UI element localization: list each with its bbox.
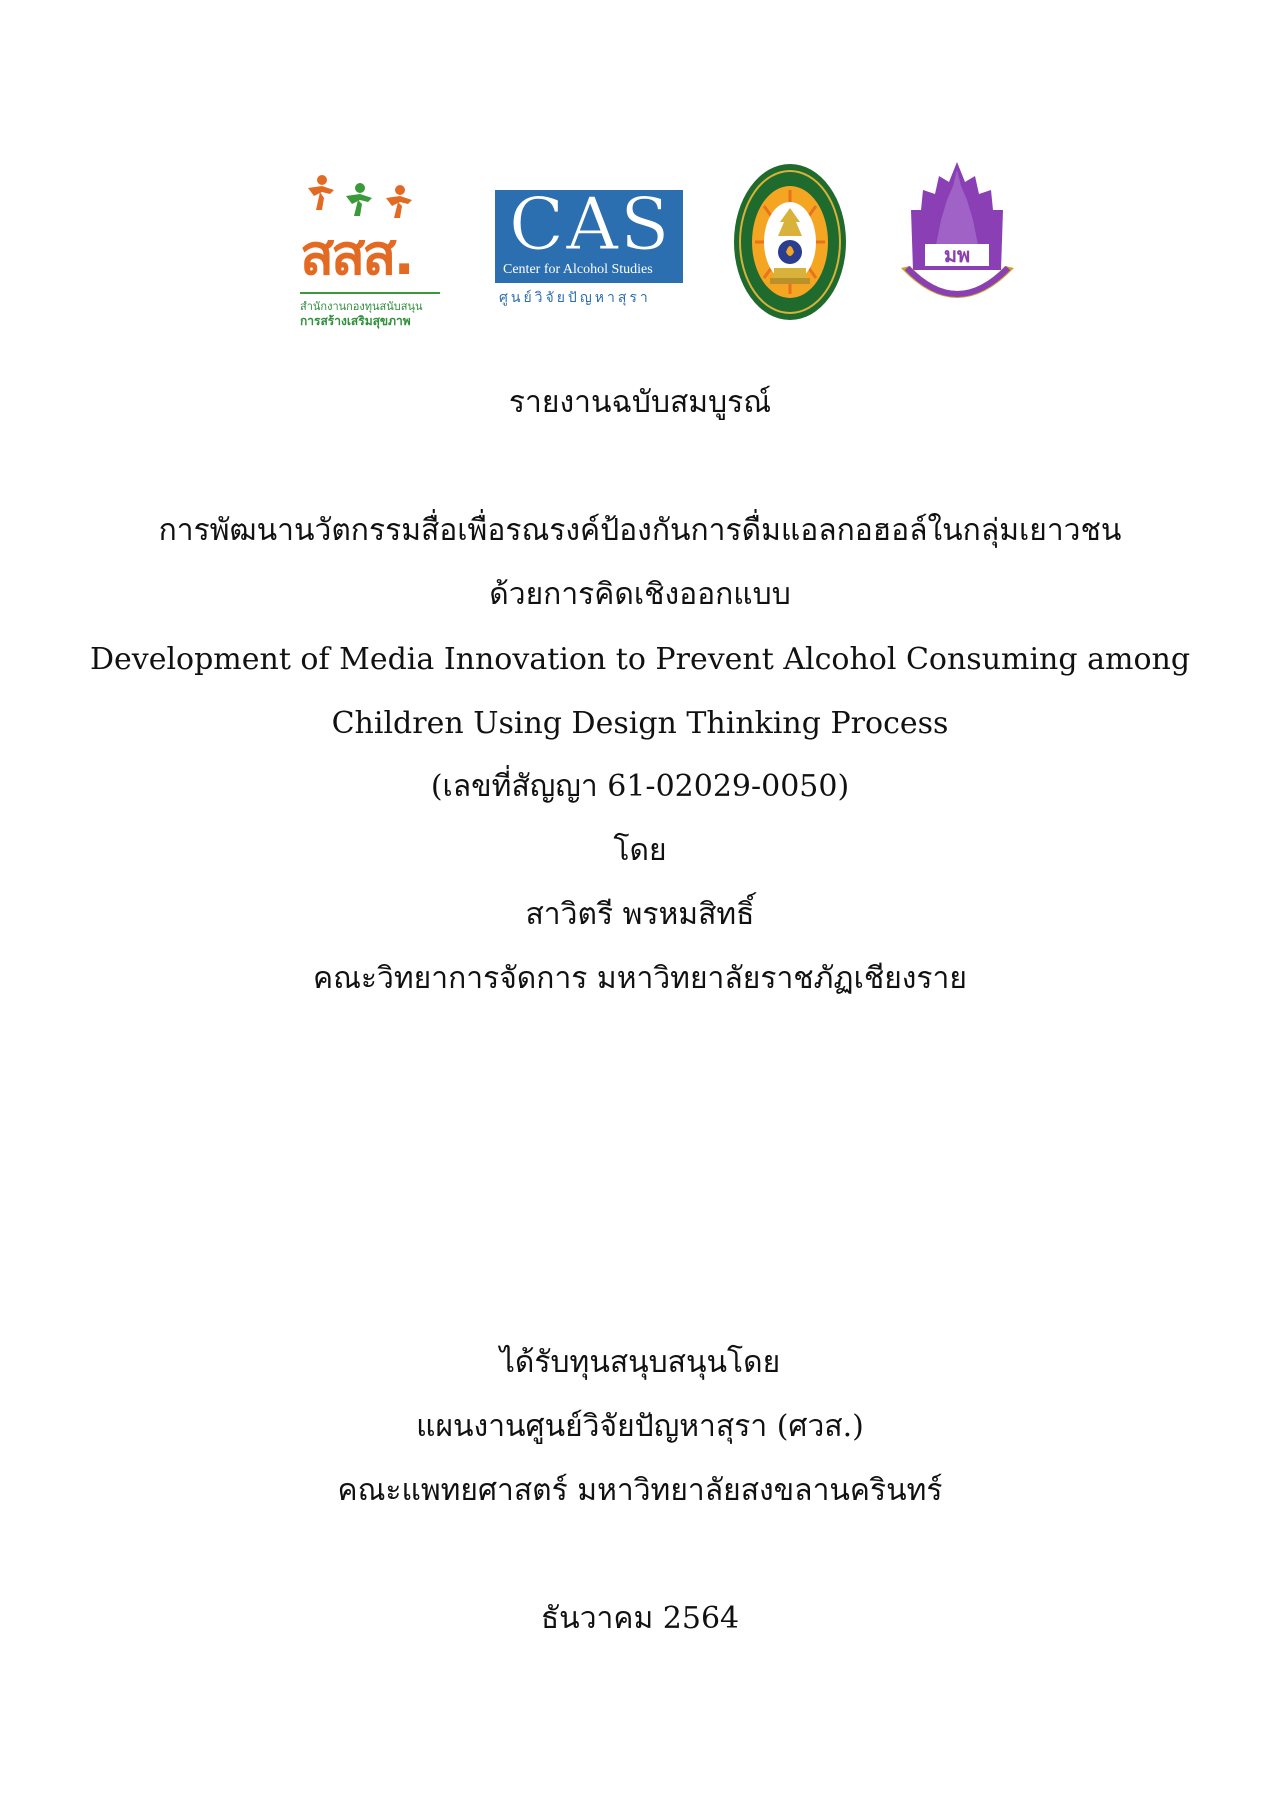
funder-line-1: แผนงานศูนย์วิจัยปัญหาสุรา (ศวส.) bbox=[416, 1409, 864, 1444]
thaihealth-divider bbox=[300, 292, 440, 294]
funder-line-2: คณะแพทยศาสตร์ มหาวิทยาลัยสงขลานครินทร์ bbox=[337, 1473, 943, 1508]
author-affiliation: คณะวิทยาการจัดการ มหาวิทยาลัยราชภัฏเชียงราย bbox=[313, 961, 967, 996]
title-th-line-2: ด้วยการคิดเชิงออกแบบ bbox=[489, 577, 791, 612]
thaihealth-logo bbox=[300, 170, 450, 328]
thaihealth-subtitle-2: การสร้างเสริมสุขภาพ bbox=[300, 314, 411, 328]
thaihealth-subtitle-1: สำนักงานกองทุนสนับสนุน bbox=[300, 300, 423, 313]
thaihealth-logo-text: สสส. bbox=[300, 223, 412, 288]
cas-logo-subtitle-th: ศูนย์วิจัยปัญหาสุรา bbox=[499, 290, 651, 306]
title-th-line-1: การพัฒนานวัตกรรมสื่อเพื่อรณรงค์ป้องกันการดื่มแอลกอฮอล์ในกลุ่มเยาวชน bbox=[158, 513, 1122, 548]
report-date: ธันวาคม 2564 bbox=[540, 1601, 740, 1636]
logo-row bbox=[300, 160, 1020, 330]
title-en-line-2: Children Using Design Thinking Process bbox=[331, 706, 949, 741]
chiang-rai-rajabhat-seal-icon bbox=[730, 160, 850, 325]
cas-logo-text: CAS bbox=[509, 182, 672, 266]
svg-text:มพ: มพ bbox=[943, 243, 971, 267]
cas-logo bbox=[495, 182, 685, 320]
report-type: รายงานฉบับสมบูรณ์ bbox=[508, 385, 772, 420]
title-en-line-1: Development of Media Innovation to Prevent Alcohol Consuming among bbox=[89, 642, 1191, 677]
running-figures-icon bbox=[300, 170, 450, 230]
author-name: สาวิตรี พรหมสิทธิ์ bbox=[525, 897, 755, 932]
funded-by-label: ได้รับทุนสนุบสนุนโดย bbox=[499, 1345, 781, 1380]
by-label: โดย bbox=[613, 833, 667, 868]
cas-logo-box bbox=[495, 182, 683, 283]
cas-logo-subtitle-en: Center for Alcohol Studies bbox=[503, 262, 653, 277]
university-of-phayao-seal-icon bbox=[895, 160, 1020, 325]
contract-number: (เลขที่สัญญา 61-02029-0050) bbox=[430, 769, 850, 804]
